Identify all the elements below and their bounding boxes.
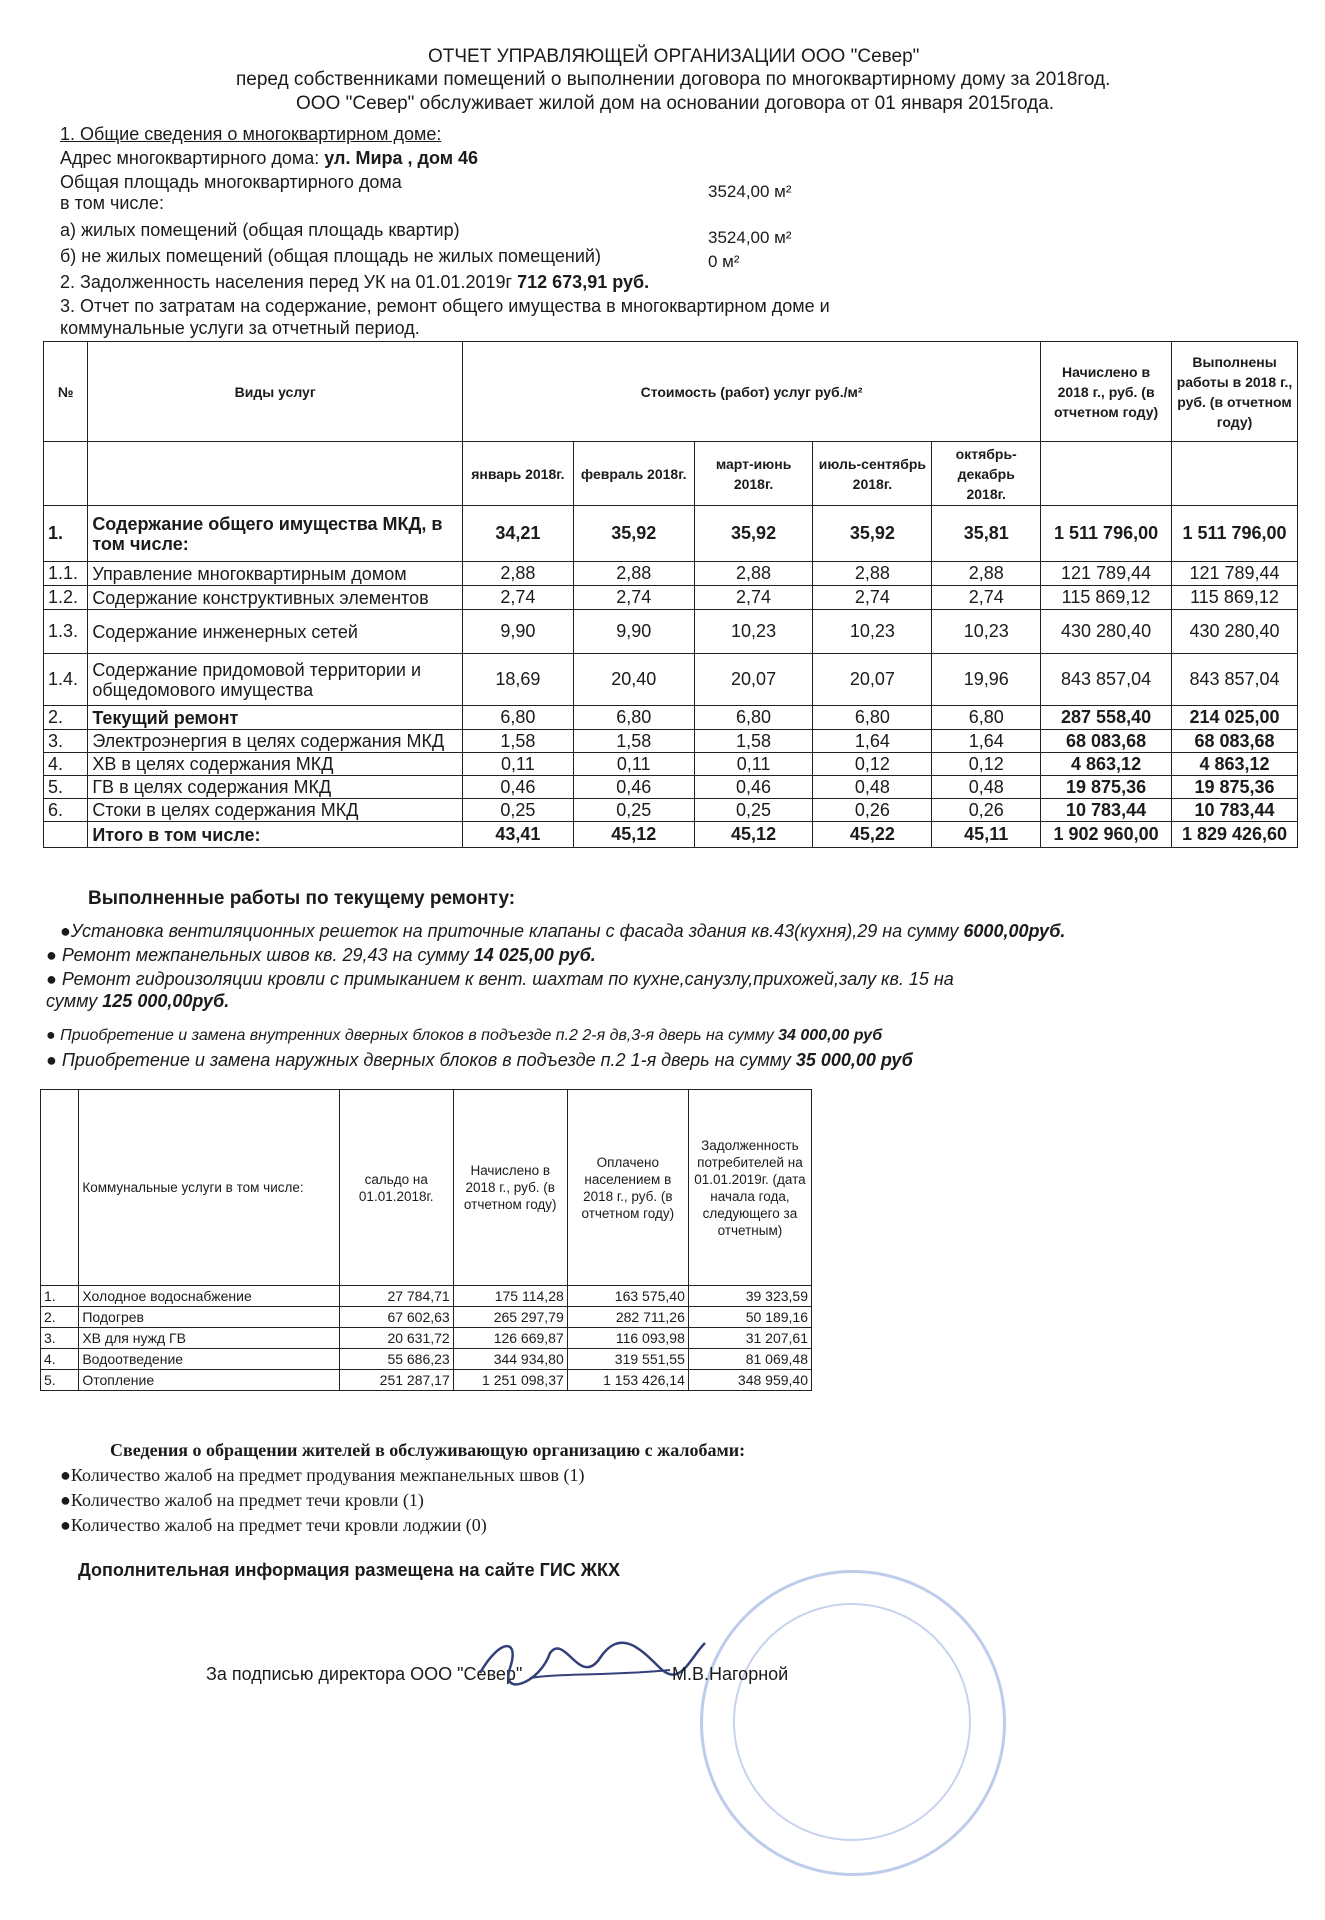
row-charged: 19 875,36 [1041, 776, 1172, 799]
row-rate-value: 45,12 [694, 822, 813, 848]
complaint-item: ●Количество жалоб на предмет продувания межпанельных швов (1) [60, 1465, 585, 1485]
row-number: 1. [44, 506, 88, 562]
util-header-paid: Оплачено населением в 2018 г., руб. (в отчетном году) [567, 1090, 688, 1286]
util-name: Отопление [79, 1370, 339, 1391]
util-paid: 163 575,40 [567, 1286, 688, 1307]
repair-item-text: Установка вентиляционных решеток на приточные клапаны с фасада здания кв.43(кухня),29 на сумму [70, 921, 964, 941]
row-rate-value: 34,21 [463, 506, 574, 562]
row-rate-value: 0,12 [932, 753, 1041, 776]
report-contract-line: ООО "Север" обслуживает жилой дом на основании договора от 01 января 2015года. [296, 93, 1055, 114]
row-number: 1.3. [44, 610, 88, 654]
util-header-debt: Задолженность потребителей на 01.01.2019г. (дата начала года, следующего за отчетным) [688, 1090, 811, 1286]
debt-line [60, 272, 649, 293]
repairs-title: Выполненные работы по текущему ремонту: [88, 888, 516, 909]
residential-value: 3524,00 м² [708, 228, 792, 247]
util-debt: 81 069,48 [688, 1349, 811, 1370]
row-rate-value: 0,46 [463, 776, 574, 799]
row-number: 4. [44, 753, 88, 776]
row-rate-value: 20,07 [813, 654, 932, 706]
row-rate-value: 0,12 [813, 753, 932, 776]
row-rate-value: 0,46 [573, 776, 694, 799]
util-name: Холодное водоснабжение [79, 1286, 339, 1307]
row-rate-value: 1,58 [463, 730, 574, 753]
repair-item-sum: 35 000,00 руб [795, 1050, 913, 1070]
row-rate-value: 0,11 [463, 753, 574, 776]
repair-item-sum: 34 000,00 руб [778, 1027, 883, 1044]
row-service-name: Управление многоквартирным домом [88, 562, 463, 586]
table-row [44, 730, 1298, 753]
table-row [44, 822, 1298, 848]
row-rate-value: 2,88 [573, 562, 694, 586]
row-rate-value: 35,92 [573, 506, 694, 562]
row-rate-value: 1,64 [813, 730, 932, 753]
row-rate-value: 0,48 [932, 776, 1041, 799]
util-paid: 116 093,98 [567, 1328, 688, 1349]
row-rate-value: 10,23 [932, 610, 1041, 654]
row-rate-value: 1,58 [573, 730, 694, 753]
row-number: 5. [44, 776, 88, 799]
row-rate-value: 2,74 [694, 586, 813, 610]
residential-label: а) жилых помещений (общая площадь квартир) [60, 220, 460, 240]
header-period: октябрь-декабрь 2018г. [932, 442, 1041, 506]
row-done: 1 511 796,00 [1172, 506, 1298, 562]
repair-item-continued [46, 991, 229, 1012]
util-balance: 20 631,72 [339, 1328, 453, 1349]
repair-item: ●Установка вентиляционных решеток на приточные клапаны с фасада здания кв.43(кухня),29 на сумму 6000,00руб. [60, 921, 1066, 941]
util-num: 2. [41, 1307, 79, 1328]
row-number: 2. [44, 706, 88, 730]
costs-table [43, 341, 1298, 848]
header-period: январь 2018г. [463, 442, 574, 506]
util-charged: 1 251 098,37 [453, 1370, 567, 1391]
repair-item-sum: 125 000,00руб. [102, 991, 230, 1011]
row-charged: 1 511 796,00 [1041, 506, 1172, 562]
row-rate-value: 2,74 [813, 586, 932, 610]
util-debt: 31 207,61 [688, 1328, 811, 1349]
row-done: 68 083,68 [1172, 730, 1298, 753]
row-service-name: ХВ в целях содержания МКД [88, 753, 463, 776]
additional-info: Дополнительная информация размещена на сайте ГИС ЖКХ [78, 1560, 621, 1580]
signature-label: За подписью директора ООО "Север" [206, 1664, 523, 1684]
row-charged: 430 280,40 [1041, 610, 1172, 654]
row-number [44, 822, 88, 848]
row-rate-value: 10,23 [694, 610, 813, 654]
row-done: 4 863,12 [1172, 753, 1298, 776]
header-period: март-июнь 2018г. [694, 442, 813, 506]
util-paid: 319 551,55 [567, 1349, 688, 1370]
report-title: ОТЧЕТ УПРАВЛЯЮЩЕЙ ОРГАНИЗАЦИИ ООО "Север" [428, 46, 920, 67]
table-row [44, 776, 1298, 799]
row-service-name: Содержание конструктивных элементов [88, 586, 463, 610]
table-row [44, 562, 1298, 586]
row-rate-value: 35,92 [694, 506, 813, 562]
row-number: 1.2. [44, 586, 88, 610]
complaint-item: ●Количество жалоб на предмет течи кровли (1) [60, 1490, 424, 1510]
row-number: 3. [44, 730, 88, 753]
row-rate-value: 0,25 [694, 799, 813, 822]
table-row [44, 586, 1298, 610]
row-rate-value: 45,11 [932, 822, 1041, 848]
row-rate-value: 2,88 [463, 562, 574, 586]
section3-line1: 3. Отчет по затратам на содержание, ремонт общего имущества в многоквартирном доме и [60, 296, 830, 316]
address-line [60, 148, 478, 169]
row-rate-value: 0,11 [573, 753, 694, 776]
address-label: Адрес многоквартирного дома: [60, 148, 325, 168]
row-charged: 121 789,44 [1041, 562, 1172, 586]
table-row [44, 753, 1298, 776]
util-num: 1. [41, 1286, 79, 1307]
row-rate-value: 6,80 [694, 706, 813, 730]
util-header-balance: сальдо на 01.01.2018г. [339, 1090, 453, 1286]
row-service-name: Стоки в целях содержания МКД [88, 799, 463, 822]
table-row [44, 706, 1298, 730]
row-service-name: Текущий ремонт [88, 706, 463, 730]
table-row [41, 1307, 812, 1328]
util-num: 3. [41, 1328, 79, 1349]
util-paid: 282 711,26 [567, 1307, 688, 1328]
header-period: июль-сентябрь 2018г. [813, 442, 932, 506]
row-rate-value: 2,88 [694, 562, 813, 586]
row-service-name: Содержание инженерных сетей [88, 610, 463, 654]
table-row [41, 1349, 812, 1370]
row-charged: 10 783,44 [1041, 799, 1172, 822]
row-rate-value: 0,11 [694, 753, 813, 776]
row-rate-value: 0,25 [463, 799, 574, 822]
row-rate-value: 0,26 [932, 799, 1041, 822]
row-charged: 1 902 960,00 [1041, 822, 1172, 848]
table-row [44, 654, 1298, 706]
repair-item-sum: 14 025,00 руб. [473, 945, 596, 965]
row-rate-value: 45,12 [573, 822, 694, 848]
util-debt: 348 959,40 [688, 1370, 811, 1391]
util-charged: 175 114,28 [453, 1286, 567, 1307]
total-area-value: 3524,00 м² [708, 182, 792, 201]
nonresidential-label: б) не жилых помещений (общая площадь не жилых помещений) [60, 246, 601, 266]
util-num: 5. [41, 1370, 79, 1391]
util-name: Водоотведение [79, 1349, 339, 1370]
util-charged: 344 934,80 [453, 1349, 567, 1370]
repair-item-sum: 6000,00руб. [963, 921, 1066, 941]
row-rate-value: 35,81 [932, 506, 1041, 562]
row-done: 430 280,40 [1172, 610, 1298, 654]
util-header-charged: Начислено в 2018 г., руб. (в отчетном году) [453, 1090, 567, 1286]
row-rate-value: 6,80 [813, 706, 932, 730]
row-charged: 4 863,12 [1041, 753, 1172, 776]
row-rate-value: 2,88 [813, 562, 932, 586]
row-service-name: Содержание придомовой территории и общедомового имущества [88, 654, 463, 706]
util-num: 4. [41, 1349, 79, 1370]
row-rate-value: 6,80 [573, 706, 694, 730]
header-service: Виды услуг [88, 342, 463, 442]
row-rate-value: 35,92 [813, 506, 932, 562]
row-done: 121 789,44 [1172, 562, 1298, 586]
util-balance: 27 784,71 [339, 1286, 453, 1307]
signer-name: М.В.Нагорной [672, 1664, 789, 1684]
table-row [41, 1286, 812, 1307]
row-done: 10 783,44 [1172, 799, 1298, 822]
util-charged: 126 669,87 [453, 1328, 567, 1349]
table-row [41, 1328, 812, 1349]
row-rate-value: 10,23 [813, 610, 932, 654]
row-done: 115 869,12 [1172, 586, 1298, 610]
debt-label: 2. Задолженность населения перед УК на 01.01.2019г [60, 272, 518, 292]
complaint-item-text: Количество жалоб на предмет продувания межпанельных швов (1) [70, 1465, 585, 1485]
row-rate-value: 45,22 [813, 822, 932, 848]
row-rate-value: 1,64 [932, 730, 1041, 753]
report-subtitle: перед собственниками помещений о выполнении договора по многоквартирному дому за 2018год. [236, 69, 1111, 90]
header-cost: Стоимость (работ) услуг руб./м² [463, 342, 1041, 442]
row-service-name: Итого в том числе: [88, 822, 463, 848]
row-charged: 115 869,12 [1041, 586, 1172, 610]
table-row [44, 506, 1298, 562]
repair-item: ● Ремонт гидроизоляции кровли с примыканием к вент. шахтам по кухне,санузлу,прихожей,залу кв. 15 на [46, 969, 954, 989]
row-rate-value: 0,46 [694, 776, 813, 799]
row-rate-value: 0,48 [813, 776, 932, 799]
row-rate-value: 18,69 [463, 654, 574, 706]
util-balance: 55 686,23 [339, 1349, 453, 1370]
row-done: 19 875,36 [1172, 776, 1298, 799]
table-row [41, 1370, 812, 1391]
row-rate-value: 2,74 [932, 586, 1041, 610]
complaints-title: Сведения о обращении жителей в обслуживающую организацию с жалобами: [110, 1440, 746, 1460]
repair-item-text: Ремонт межпанельных швов кв. 29,43 на сумму [61, 945, 474, 965]
row-rate-value: 9,90 [463, 610, 574, 654]
row-charged: 287 558,40 [1041, 706, 1172, 730]
row-rate-value: 20,40 [573, 654, 694, 706]
debt-value: 712 673,91 руб. [517, 272, 650, 292]
table-row [44, 610, 1298, 654]
row-number: 1.1. [44, 562, 88, 586]
util-name: ХВ для нужд ГВ [79, 1328, 339, 1349]
repair-item-text: Приобретение и замена наружных дверных блоков в подъезде п.2 1-я дверь на сумму [61, 1050, 796, 1070]
repair-item-text: сумму [46, 991, 103, 1011]
complaint-item-text: Количество жалоб на предмет течи кровли (1) [70, 1490, 424, 1510]
row-rate-value: 6,80 [463, 706, 574, 730]
util-header-service: Коммунальные услуги в том числе: [79, 1090, 339, 1286]
util-name: Подогрев [79, 1307, 339, 1328]
signature-mark [470, 1628, 710, 1698]
stamp-seal [700, 1570, 1006, 1876]
header-done: Выполнены работы в 2018 г., руб. (в отчетном году) [1172, 342, 1298, 442]
row-rate-value: 2,88 [932, 562, 1041, 586]
util-paid: 1 153 426,14 [567, 1370, 688, 1391]
address-value: ул. Мира , дом 46 [324, 148, 479, 168]
repair-item-text: Ремонт гидроизоляции кровли с примыканием к вент. шахтам по кухне,санузлу,прихожей,залу кв. 15 на [61, 969, 954, 989]
complaint-item-text: Количество жалоб на предмет течи кровли лоджии (0) [70, 1515, 487, 1535]
row-service-name: Электроэнергия в целях содержания МКД [88, 730, 463, 753]
row-charged: 843 857,04 [1041, 654, 1172, 706]
util-balance: 251 287,17 [339, 1370, 453, 1391]
section-general-heading: 1. Общие сведения о многоквартирном доме: [60, 124, 442, 144]
row-rate-value: 20,07 [694, 654, 813, 706]
row-done: 843 857,04 [1172, 654, 1298, 706]
row-service-name: Содержание общего имущества МКД, в том числе: [88, 506, 463, 562]
util-debt: 50 189,16 [688, 1307, 811, 1328]
row-service-name: ГВ в целях содержания МКД [88, 776, 463, 799]
total-area-label: Общая площадь многоквартирного дома [60, 172, 402, 192]
row-rate-value: 43,41 [463, 822, 574, 848]
header-num: № [44, 342, 88, 442]
row-charged: 68 083,68 [1041, 730, 1172, 753]
repair-item-text: Приобретение и замена внутренних дверных блоков в подъезде п.2 2-я дв,3-я дверь на сумму [60, 1027, 779, 1044]
repair-item: ● Ремонт межпанельных швов кв. 29,43 на сумму 14 025,00 руб. [46, 945, 596, 965]
including-label: в том числе: [60, 193, 164, 213]
row-rate-value: 1,58 [694, 730, 813, 753]
repair-item: ● Приобретение и замена наружных дверных блоков в подъезде п.2 1-я дверь на сумму 35 000,00 руб [46, 1050, 913, 1070]
util-debt: 39 323,59 [688, 1286, 811, 1307]
row-rate-value: 2,74 [463, 586, 574, 610]
row-done: 1 829 426,60 [1172, 822, 1298, 848]
row-number: 6. [44, 799, 88, 822]
table-row [44, 799, 1298, 822]
row-number: 1.4. [44, 654, 88, 706]
complaint-item: ●Количество жалоб на предмет течи кровли лоджии (0) [60, 1515, 487, 1535]
row-rate-value: 0,25 [573, 799, 694, 822]
row-rate-value: 0,26 [813, 799, 932, 822]
row-done: 214 025,00 [1172, 706, 1298, 730]
section3-line2: коммунальные услуги за отчетный период. [60, 318, 420, 338]
nonresidential-value: 0 м² [708, 252, 740, 271]
row-rate-value: 2,74 [573, 586, 694, 610]
repair-item: ● Приобретение и замена внутренних дверных блоков в подъезде п.2 2-я дв,3-я дверь на сумму 34 000,00 руб [46, 1027, 883, 1044]
utilities-table [40, 1089, 812, 1391]
header-charged: Начислено в 2018 г., руб. (в отчетном году) [1041, 342, 1172, 442]
header-period: февраль 2018г. [573, 442, 694, 506]
util-balance: 67 602,63 [339, 1307, 453, 1328]
row-rate-value: 6,80 [932, 706, 1041, 730]
util-charged: 265 297,79 [453, 1307, 567, 1328]
row-rate-value: 19,96 [932, 654, 1041, 706]
row-rate-value: 9,90 [573, 610, 694, 654]
